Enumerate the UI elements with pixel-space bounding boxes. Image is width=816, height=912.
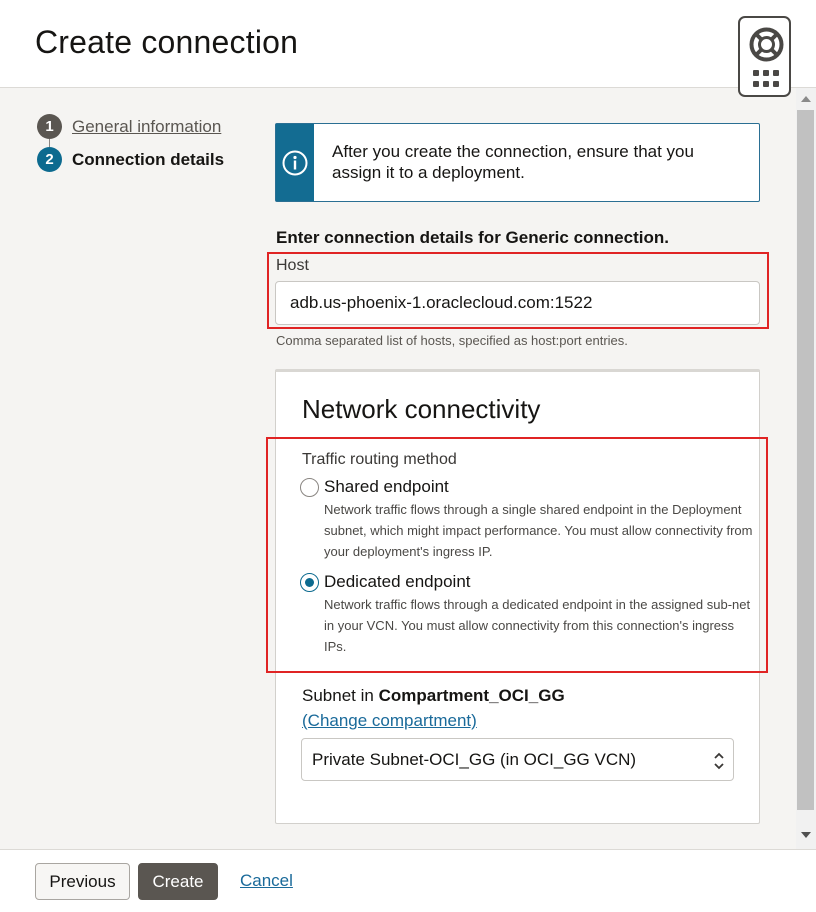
help-widget[interactable] (738, 16, 791, 97)
previous-button[interactable]: Previous (35, 863, 130, 900)
host-input[interactable] (275, 281, 760, 325)
step-number: 1 (37, 114, 62, 139)
cancel-link[interactable]: Cancel (240, 871, 293, 890)
change-compartment-link[interactable]: (Change compartment) (302, 711, 477, 730)
select-chevron-icon (713, 751, 725, 771)
subnet-prefix: Subnet in (302, 686, 374, 705)
scrollbar-thumb[interactable] (797, 110, 814, 810)
info-icon-box (276, 124, 314, 201)
info-icon (282, 150, 308, 176)
radio-button[interactable] (300, 478, 319, 497)
radio-label[interactable]: Shared endpoint (324, 477, 449, 496)
radio-button-checked[interactable] (300, 573, 319, 592)
radio-shared-endpoint[interactable] (300, 477, 449, 497)
radio-dedicated-endpoint[interactable] (300, 572, 471, 592)
shared-endpoint-description: Network traffic flows through a single shared endpoint in the Deployment subnet, which might impact performance. You must allow connectivity from your deployment's ingress IP. (324, 502, 753, 559)
subnet-select[interactable] (301, 738, 734, 781)
network-connectivity-title: Network connectivity (302, 394, 541, 424)
host-label: Host (276, 257, 309, 274)
radio-label[interactable]: Dedicated endpoint (324, 572, 471, 591)
scroll-down-arrow-icon[interactable] (801, 832, 811, 838)
subnet-select-value: Private Subnet-OCI_GG (in OCI_GG VCN) (312, 750, 637, 769)
page-title: Create connection (35, 24, 299, 60)
dedicated-endpoint-description: Network traffic flows through a dedicated endpoint in the assigned sub-net in your VCN. You must allow connectivity from this connection's ingress IPs. (324, 597, 751, 654)
traffic-routing-label: Traffic routing method (302, 451, 457, 468)
step-label: Connection details (72, 149, 225, 169)
info-banner (275, 123, 760, 202)
compartment-name: Compartment_OCI_GG (378, 686, 565, 705)
info-banner-text: After you create the connection, ensure that you assign it to a deployment. (332, 142, 694, 182)
host-help-text: Comma separated list of hosts, specified as host:port entries. (276, 333, 628, 348)
step-connector (49, 139, 50, 147)
scroll-up-arrow-icon[interactable] (801, 96, 811, 102)
subnet-label (302, 686, 565, 706)
step-connection-details (37, 147, 224, 172)
step-general-information[interactable] (37, 114, 221, 139)
apps-grid-icon (753, 70, 779, 88)
create-button[interactable]: Create (138, 863, 218, 900)
connection-details-heading: Enter connection details for Generic connection. (276, 228, 669, 247)
step-number: 2 (37, 147, 62, 172)
scrollbar[interactable] (796, 88, 816, 849)
lifebuoy-icon (748, 26, 785, 63)
step-label[interactable]: General information (72, 116, 222, 136)
page-header (0, 0, 816, 88)
